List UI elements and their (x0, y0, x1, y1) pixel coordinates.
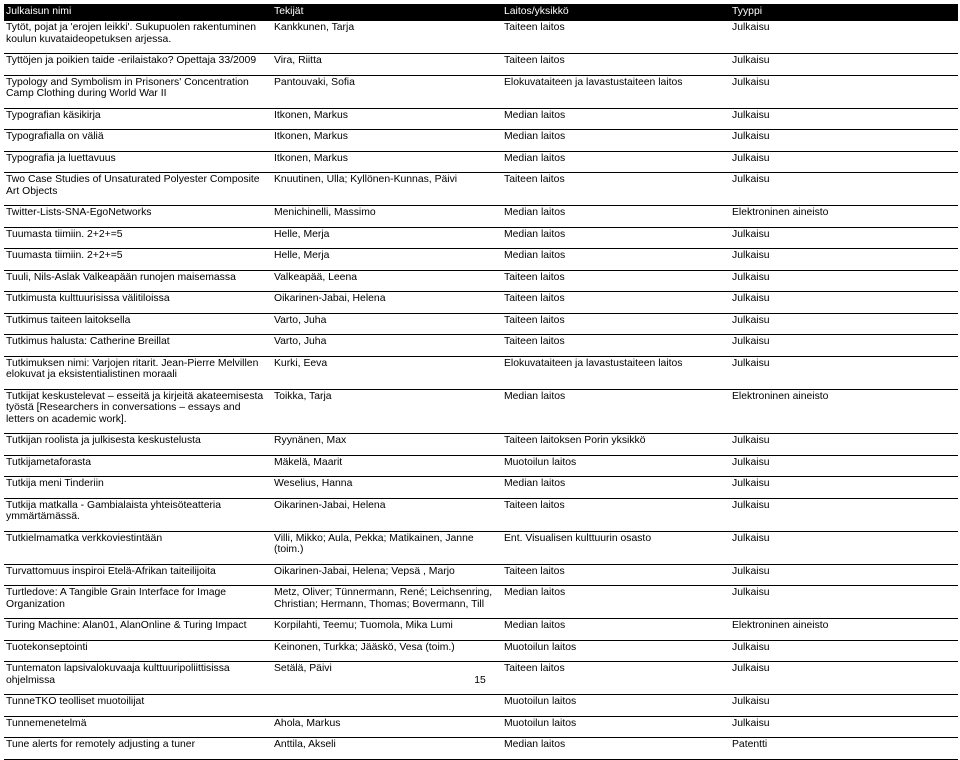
cell-publication-type: Patentti (730, 738, 958, 760)
cell-publication-title: Turvattomuus inspiroi Etelä-Afrikan taiteilijoita (4, 564, 272, 586)
cell-publication-type: Julkaisu (730, 564, 958, 586)
cell-authors: Ryynänen, Max (272, 434, 502, 456)
cell-department: Median laitos (502, 389, 730, 434)
header-tekijat: Tekijät (272, 4, 502, 21)
cell-authors: Valkeapää, Leena (272, 270, 502, 292)
cell-publication-type: Julkaisu (730, 54, 958, 76)
table-row (4, 313, 958, 335)
cell-publication-type: Julkaisu (730, 108, 958, 130)
cell-publication-type: Julkaisu (730, 270, 958, 292)
table-row (4, 695, 958, 717)
cell-publication-title: Tunnemenetelmä (4, 716, 272, 738)
cell-publication-title: Tuuli, Nils-Aslak Valkeapään runojen maisemassa (4, 270, 272, 292)
cell-publication-title: Tutkija matkalla - Gambialaista yhteisöteatteria ymmärtämässä. (4, 498, 272, 531)
cell-department: Taiteen laitos (502, 21, 730, 54)
cell-publication-title: Tuumasta tiimiin. 2+2+=5 (4, 227, 272, 249)
cell-publication-title: Typografian käsikirja (4, 108, 272, 130)
cell-publication-title: Tuntematon lapsivalokuvaaja kulttuuripoliittisissa ohjelmissa (4, 662, 272, 695)
cell-publication-type: Julkaisu (730, 356, 958, 389)
table-row (4, 389, 958, 434)
table-row (4, 151, 958, 173)
cell-publication-title: Turtledove: A Tangible Grain Interface for Image Organization (4, 586, 272, 619)
cell-department: Taiteen laitos (502, 335, 730, 357)
table-row (4, 292, 958, 314)
table-row (4, 531, 958, 564)
cell-publication-title: Tutkimus taiteen laitoksella (4, 313, 272, 335)
cell-publication-title: Turing Machine: Alan01, AlanOnline & Turing Impact (4, 619, 272, 641)
cell-authors: Korpilahti, Teemu; Tuomola, Mika Lumi (272, 619, 502, 641)
cell-authors (272, 695, 502, 717)
cell-department: Taiteen laitos (502, 292, 730, 314)
cell-authors: Itkonen, Markus (272, 151, 502, 173)
cell-authors: Weselius, Hanna (272, 477, 502, 499)
table-row (4, 206, 958, 228)
cell-authors: Oikarinen-Jabai, Helena; Vepsä , Marjo (272, 564, 502, 586)
cell-authors: Keinonen, Turkka; Jääskö, Vesa (toim.) (272, 640, 502, 662)
cell-department: Muotoilun laitos (502, 695, 730, 717)
cell-publication-title: Tune alerts for remotely adjusting a tuner (4, 738, 272, 760)
cell-authors: Knuutinen, Ulla; Kyllönen-Kunnas, Päivi (272, 173, 502, 206)
cell-publication-type: Julkaisu (730, 434, 958, 456)
table-row (4, 564, 958, 586)
header-laitos-yksikko: Laitos/yksikkö (502, 4, 730, 21)
table-row (4, 640, 958, 662)
cell-authors: Oikarinen-Jabai, Helena (272, 498, 502, 531)
table-header (4, 4, 958, 21)
table-row (4, 21, 958, 54)
cell-department: Taiteen laitoksen Porin yksikkö (502, 434, 730, 456)
cell-department: Median laitos (502, 151, 730, 173)
cell-department: Median laitos (502, 206, 730, 228)
table-body (4, 21, 958, 760)
cell-department: Taiteen laitos (502, 54, 730, 76)
cell-publication-type: Julkaisu (730, 21, 958, 54)
cell-department: Median laitos (502, 619, 730, 641)
cell-publication-type: Julkaisu (730, 173, 958, 206)
cell-authors: Itkonen, Markus (272, 108, 502, 130)
cell-department: Muotoilun laitos (502, 716, 730, 738)
table-row (4, 335, 958, 357)
cell-publication-type: Julkaisu (730, 227, 958, 249)
cell-department: Median laitos (502, 738, 730, 760)
cell-department: Taiteen laitos (502, 173, 730, 206)
cell-publication-type: Julkaisu (730, 313, 958, 335)
table-row (4, 356, 958, 389)
cell-publication-title: Tytöt, pojat ja 'erojen leikki'. Sukupuolen rakentuminen koulun kuvataideopetuksen arjessa. (4, 21, 272, 54)
cell-department: Taiteen laitos (502, 564, 730, 586)
cell-publication-title: Tuotekonseptointi (4, 640, 272, 662)
cell-publication-title: Tutkimuksen nimi: Varjojen ritarit. Jean-Pierre Melvillen elokuvat ja eksistentialistinen moraali (4, 356, 272, 389)
cell-publication-type: Julkaisu (730, 477, 958, 499)
cell-department: Taiteen laitos (502, 270, 730, 292)
cell-authors: Varto, Juha (272, 335, 502, 357)
publications-table (4, 4, 958, 760)
cell-publication-type: Julkaisu (730, 695, 958, 717)
table-row (4, 498, 958, 531)
cell-publication-title: Tutkimus halusta: Catherine Breillat (4, 335, 272, 357)
cell-department: Median laitos (502, 249, 730, 271)
cell-publication-type: Julkaisu (730, 249, 958, 271)
cell-department: Elokuvataiteen ja lavastustaiteen laitos (502, 75, 730, 108)
table-row (4, 249, 958, 271)
cell-publication-type: Elektroninen aineisto (730, 206, 958, 228)
cell-authors: Helle, Merja (272, 249, 502, 271)
cell-department: Median laitos (502, 586, 730, 619)
cell-authors: Metz, Oliver; Tünnermann, René; Leichsenring, Christian; Hermann, Thomas; Bovermann, Till (272, 586, 502, 619)
cell-publication-type: Elektroninen aineisto (730, 619, 958, 641)
cell-publication-title: Tutkijan roolista ja julkisesta keskustelusta (4, 434, 272, 456)
table-row (4, 586, 958, 619)
cell-publication-title: Tutkija meni Tinderiin (4, 477, 272, 499)
header-row (4, 4, 958, 21)
cell-publication-title: Tutkijat keskustelevat – esseitä ja kirjeitä akateemisesta työstä [Researchers in conversations – essays and letters on academic work]. (4, 389, 272, 434)
cell-authors: Helle, Merja (272, 227, 502, 249)
cell-department: Median laitos (502, 227, 730, 249)
table-row (4, 738, 958, 760)
cell-authors: Varto, Juha (272, 313, 502, 335)
cell-authors: Itkonen, Markus (272, 130, 502, 152)
cell-authors: Anttila, Akseli (272, 738, 502, 760)
cell-authors: Pantouvaki, Sofia (272, 75, 502, 108)
cell-department: Taiteen laitos (502, 313, 730, 335)
cell-publication-type: Julkaisu (730, 292, 958, 314)
cell-department: Taiteen laitos (502, 498, 730, 531)
table-row (4, 477, 958, 499)
cell-authors: Menichinelli, Massimo (272, 206, 502, 228)
table-row (4, 173, 958, 206)
cell-publication-title: Two Case Studies of Unsaturated Polyester Composite Art Objects (4, 173, 272, 206)
cell-department: Median laitos (502, 130, 730, 152)
header-tyyppi: Tyyppi (730, 4, 958, 21)
cell-publication-type: Julkaisu (730, 455, 958, 477)
table-row (4, 455, 958, 477)
page-number: 15 (474, 675, 486, 686)
cell-publication-type: Elektroninen aineisto (730, 389, 958, 434)
cell-authors: Villi, Mikko; Aula, Pekka; Matikainen, Janne (toim.) (272, 531, 502, 564)
cell-authors: Vira, Riitta (272, 54, 502, 76)
table-row (4, 716, 958, 738)
cell-publication-type: Julkaisu (730, 531, 958, 564)
cell-authors: Mäkelä, Maarit (272, 455, 502, 477)
cell-publication-title: Tuumasta tiimiin. 2+2+=5 (4, 249, 272, 271)
cell-authors: Ahola, Markus (272, 716, 502, 738)
cell-publication-type: Julkaisu (730, 335, 958, 357)
cell-department: Ent. Visualisen kulttuurin osasto (502, 531, 730, 564)
cell-publication-title: Typografialla on väliä (4, 130, 272, 152)
cell-publication-type: Julkaisu (730, 75, 958, 108)
cell-publication-title: Tutkijametaforasta (4, 455, 272, 477)
cell-authors: Toikka, Tarja (272, 389, 502, 434)
table-row (4, 619, 958, 641)
cell-department: Elokuvataiteen ja lavastustaiteen laitos (502, 356, 730, 389)
cell-authors: Kurki, Eeva (272, 356, 502, 389)
cell-publication-title: Tyttöjen ja poikien taide -erilaistako? Opettaja 33/2009 (4, 54, 272, 76)
cell-publication-title: Typology and Symbolism in Prisoners' Concentration Camp Clothing during World War II (4, 75, 272, 108)
table-row (4, 434, 958, 456)
header-julkaisun-nimi: Julkaisun nimi (4, 4, 272, 21)
table-row (4, 227, 958, 249)
cell-publication-type: Julkaisu (730, 151, 958, 173)
cell-publication-title: Typografia ja luettavuus (4, 151, 272, 173)
cell-publication-type: Julkaisu (730, 130, 958, 152)
cell-publication-type: Julkaisu (730, 498, 958, 531)
table-row (4, 75, 958, 108)
cell-publication-title: TunneTKO teolliset muotoilijat (4, 695, 272, 717)
cell-department: Taiteen laitos (502, 662, 730, 695)
cell-publication-type: Julkaisu (730, 586, 958, 619)
table-row (4, 130, 958, 152)
cell-department: Median laitos (502, 477, 730, 499)
table-row (4, 108, 958, 130)
cell-publication-type: Julkaisu (730, 640, 958, 662)
cell-publication-type: Julkaisu (730, 716, 958, 738)
cell-authors: Setälä, Päivi (272, 662, 502, 695)
table-row (4, 270, 958, 292)
cell-publication-type: Julkaisu (730, 662, 958, 695)
cell-department: Median laitos (502, 108, 730, 130)
cell-department: Muotoilun laitos (502, 640, 730, 662)
table-row (4, 54, 958, 76)
cell-publication-title: Tutkielmamatka verkkoviestintään (4, 531, 272, 564)
cell-authors: Kankkunen, Tarja (272, 21, 502, 54)
cell-authors: Oikarinen-Jabai, Helena (272, 292, 502, 314)
cell-publication-title: Twitter-Lists-SNA-EgoNetworks (4, 206, 272, 228)
cell-department: Muotoilun laitos (502, 455, 730, 477)
cell-publication-title: Tutkimusta kulttuurisissa välitiloissa (4, 292, 272, 314)
